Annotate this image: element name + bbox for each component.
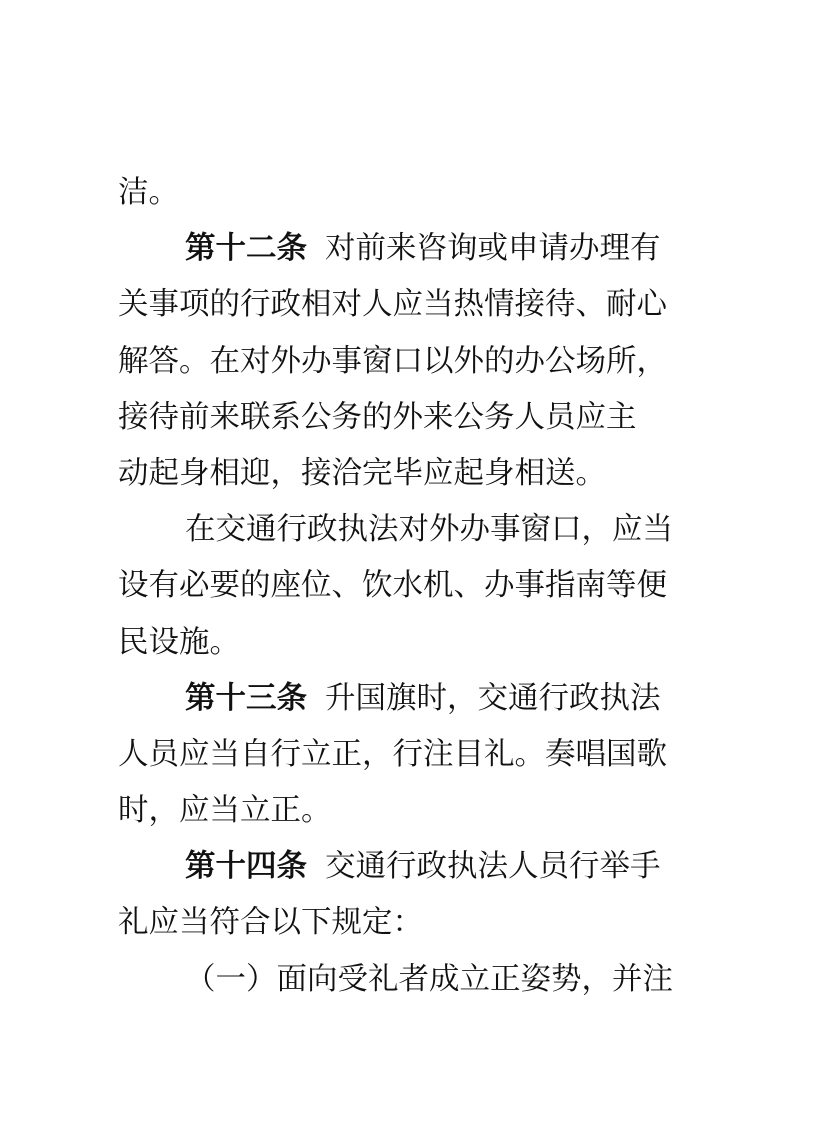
text-line: 在交通行政执法对外办事窗口，应当 — [185, 512, 673, 548]
text-line: 民设施。 — [118, 624, 240, 660]
paragraph-article-13 — [118, 671, 718, 727]
text-line: 人员应当自行立正，行注目礼。奏唱国歌 — [118, 736, 667, 772]
text-line: 洁。 — [118, 175, 179, 210]
text-line: 设有必要的座位、饮水机、办事指南等便 — [118, 568, 667, 604]
text-line: （一）面向受礼者成立正姿势，并注 — [185, 961, 673, 997]
paragraph-article-12 — [118, 221, 718, 277]
article-heading: 第十四条 — [185, 849, 307, 885]
article-heading: 第十三条 — [185, 680, 307, 716]
text-line: 接待前来联系公务的外来公务人员应主 — [118, 399, 637, 435]
document-body — [118, 165, 718, 1008]
text-line: 升国旗时，交通行政执法 — [325, 680, 661, 716]
text-line: 对前来咨询或申请办理有 — [325, 231, 661, 267]
article-heading: 第十二条 — [185, 231, 307, 267]
text-line: 交通行政执法人员行举手 — [325, 849, 661, 885]
text-line: 动起身相迎，接洽完毕应起身相送。 — [118, 455, 606, 491]
text-line: 关事项的行政相对人应当热情接待、耐心 — [118, 287, 667, 323]
paragraph-article-14 — [118, 839, 718, 895]
text-line: 时，应当立正。 — [118, 793, 332, 829]
text-line: 礼应当符合以下规定： — [118, 905, 423, 941]
text-line: 解答。在对外办事窗口以外的办公场所， — [118, 343, 667, 379]
